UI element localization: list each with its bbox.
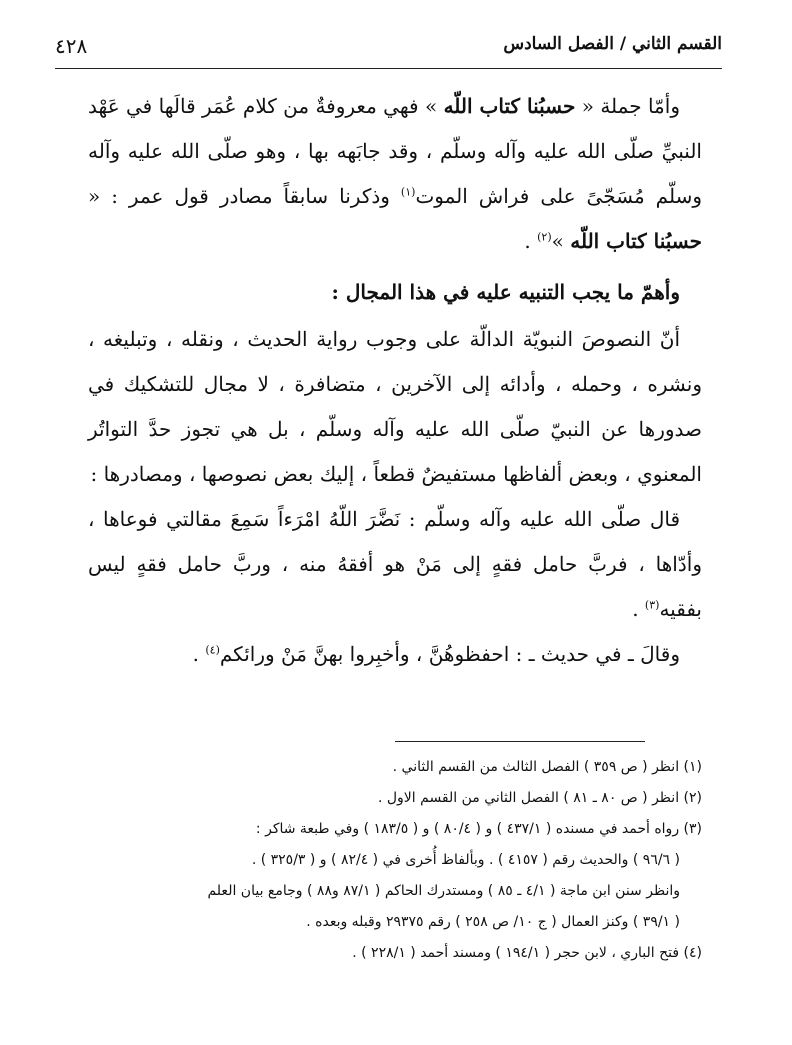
paragraph-2: أنّ النصوصَ النبويّة الدالّة على وجوب رواية الحديث ، ونقله ، وتبليغه ، ونشره ، وحمله ، وأدائه إلى الآخرين ، متضافرة ، لا مجال للتشكيك في صدورها عن النبيّ صلّى الله عليه وآله وسلّم ، بل هي تجوز حدَّ التواتُر المعنوي ، وبعض ألفاظها مستفيضٌ قطعاً ، إليك بعض نصوصها ، ومصادرها : [88,327,702,486]
main-text [88,84,702,677]
footnote-3-cont: وانظر سنن ابن ماجة ( ٤/١ ـ ٨٥ ) ومستدرك الحاكم ( ٨٧/١ و٨٨ ) وجامع بيان العلم [207,883,680,899]
section-heading: وأهمّ ما يجب التنبيه عليه في هذا المجال : [331,280,680,304]
paragraph-3: قال صلّى الله عليه وآله وسلّم : نَضَّرَ اللّهُ امْرَءاً سَمِعَ مقالتي فوعاها ، وأدّاها ، فربَّ حامل فقهٍ إلى مَنْ هو أفقهُ منه ، وربَّ حامل فقهٍ ليس بفقيه$^{(٣)}$ . [88,507,702,621]
footnote-3: (٣) رواه أحمد في مسنده ( ٤٣٧/١ ) و ( ٨٠/٤ ) و ( ١٨٣/٥ ) وفي طبعة شاكر : [255,821,702,837]
footnote-1: (١) انظر ( ص ٣٥٩ ) الفصل الثالث من القسم الثاني . [392,759,702,775]
paragraph-4: وقالَ ـ في حديث ـ : احفظوهُنَّ ، وأخبِروا بهنَّ مَنْ ورائكم$^{(٤)}$ . [192,642,680,666]
footnote-3-cont: ( ٩٦/٦ ) والحديث رقم ( ٤١٥٧ ) . وبألفاظ أُخرى في ( ٨٢/٤ ) و ( ٣٢٥/٣ ) . [251,852,680,868]
page-number: ٤٢٨ [55,34,88,58]
running-header [55,24,722,64]
footnote-ref-4: (٤) [205,643,220,657]
footnote-ref-3: (٣) [644,598,660,612]
bold-quote: حسبُنا كتاب اللّه [570,229,702,253]
footnote-4: (٤) فتح الباري ، لابن حجر ( ١٩٤/١ ) ومسند أحمد ( ٢٢٨/١ ) . [352,945,702,961]
footnote-3-cont: ( ٣٩/١ ) وكنز العمال ( ج ١٠/ ص ٢٥٨ ) رقم ٢٩٣٧٥ وقبله وبعده . [306,914,680,930]
paragraph-1: وأمّا جملة « حسبُنا كتاب اللّه » فهي معروفةٌ من كلام عُمَر قالَها في عَهْد النبيِّ صلّى الله عليه وآله وسلّم ، وقد جابَهه بها ، وهو صلّى الله عليه وآله وسلّم مُسَجّىً على فراش الموت$^{(١)}$ وذكرنا سابقاً مصادر قول عمر : « حسبُنا كتاب اللّه »$^{(٢)}$ . [88,94,703,253]
bold-quote: حسبُنا كتاب اللّه [443,94,576,118]
footnote-2: (٢) انظر ( ص ٨٠ ـ ٨١ ) الفصل الثاني من القسم الاول . [377,790,702,806]
header-divider [55,68,722,69]
footnotes [88,752,702,969]
footnote-ref-1: (١) [400,185,416,199]
footnote-ref-2: (٢) [537,230,552,244]
chapter-title: القسم الثاني / الفصل السادس [503,34,722,54]
footnote-divider [395,741,645,742]
